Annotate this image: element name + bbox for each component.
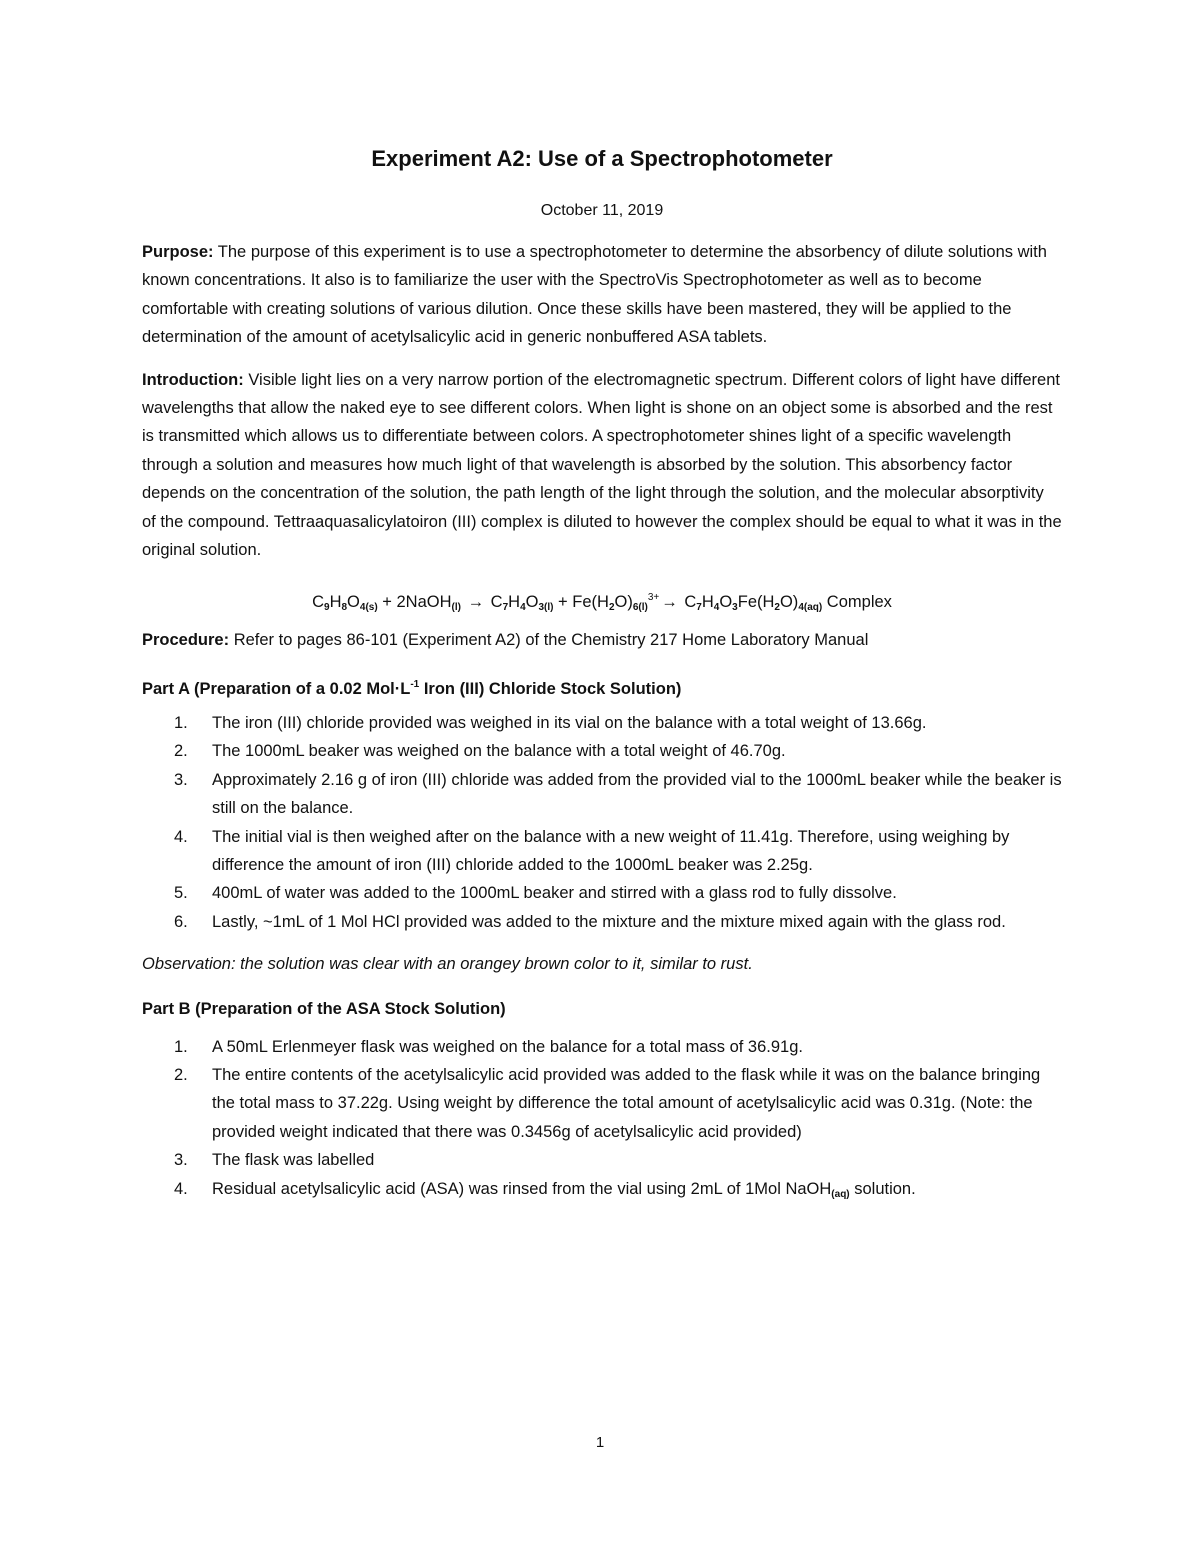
introduction-text: Visible light lies on a very narrow portion of the electromagnetic spectrum. Different colors of light have different wavelengths that allow the naked eye to see different colors. When light is shone on an object some is absorbed and the rest is transmitted which allows us to differentiate between colors. A spectrophotometer shines light of a specific wavelength through a solution and measures how much light of that wavelength is absorbed by the solution. This absorbency factor depends on the concentration of the solution, the path length of the light through the solution, and the molecular absorptivity of the compound. Tettraaquasalicylatoiron (III) complex is diluted to however the complex should be equal to what it was in the original solution.	[142, 370, 1062, 560]
list-item-text: The entire contents of the acetylsalicylic acid provided was added to the flask while it was on the balance bringing the total mass to 37.22g. Using weight by difference the total amount of acetylsalicylic acid was 0.31g. (Note: the provided weight indicated that there was 0.3456g of acetylsalicylic acid provided)	[212, 1065, 1041, 1141]
list-item	[142, 709, 1062, 737]
eq-subscript: 3	[732, 602, 738, 614]
eq-term: Complex	[822, 593, 892, 612]
eq-term: + Fe(H	[553, 593, 609, 612]
list-number: 1.	[174, 1037, 188, 1056]
part-b-heading: Part B (Preparation of the ASA Stock Solution)	[142, 999, 506, 1018]
procedure-paragraph	[142, 626, 1062, 654]
list-item	[142, 766, 1062, 823]
observation-paragraph: Observation: the solution was clear with an orangey brown color to it, similar to rust.	[142, 955, 753, 974]
eq-subscript: 7	[696, 602, 702, 614]
eq-subscript: 4(s)	[359, 602, 378, 614]
list-item-text: The flask was labelled	[212, 1151, 375, 1170]
list-number: 5.	[174, 884, 188, 903]
procedure-label: Procedure:	[142, 631, 230, 650]
eq-symbol: H	[329, 593, 342, 612]
list-item-text: A 50mL Erlenmeyer flask was weighed on the balance for a total mass of 36.91g.	[212, 1037, 803, 1056]
list-item-text: solution.	[849, 1179, 916, 1198]
list-item-text: The iron (III) chloride provided was weighed in its vial on the balance with a total weight of 13.66g.	[212, 713, 927, 732]
list-number: 2.	[174, 1065, 188, 1084]
reaction-arrow-icon: →	[467, 593, 485, 612]
list-number: 2.	[174, 742, 188, 761]
eq-subscript: 6(l)	[632, 602, 648, 614]
eq-term: O)	[614, 593, 633, 612]
list-item	[142, 879, 1062, 907]
eq-symbol: O	[719, 593, 733, 612]
eq-symbol: H	[508, 593, 521, 612]
eq-subscript: 2	[608, 602, 615, 614]
list-number: 3.	[174, 770, 188, 789]
eq-subscript: 3(l)	[538, 602, 554, 614]
eq-symbol: C	[684, 593, 697, 612]
introduction-label: Introduction:	[142, 370, 244, 389]
document-body	[142, 140, 1062, 1209]
eq-subscript: 7	[502, 602, 509, 614]
list-item-subscript: (aq)	[831, 1188, 850, 1200]
list-item	[142, 1033, 1062, 1061]
eq-term: Fe(H	[737, 593, 775, 612]
list-number: 4.	[174, 827, 188, 846]
eq-subscript: 4	[713, 602, 720, 614]
eq-subscript: (l)	[451, 602, 461, 614]
eq-subscript: 2	[774, 602, 780, 614]
purpose-text: The purpose of this experiment is to use a spectrophotometer to determine the absorbency of dilute solutions with known concentrations. It also is to familiarize the user with the SpectroVis Spectrophotometer as well as to become comfortable with creating solutions of various dilution. Once these skills have been mastered, they will be applied to the determination of the amount of acetylsalicylic acid in generic nonbuffered ASA tablets.	[142, 243, 1047, 347]
list-item-text: Residual acetylsalicylic acid (ASA) was rinsed from the vial using 2mL of 1Mol NaOH	[212, 1179, 832, 1198]
list-item-text: The initial vial is then weighed after on the balance with a new weight of 11.41g. Therefore, using weighing by difference the amount of iron (III) chloride added to the 1000mL beaker was 2.25g.	[212, 827, 1010, 874]
eq-symbol: H	[701, 593, 714, 612]
list-number: 1.	[174, 713, 188, 732]
document-date: October 11, 2019	[540, 202, 664, 219]
list-item-text: The 1000mL beaker was weighed on the balance with a total weight of 46.70g.	[212, 742, 786, 761]
list-item	[142, 908, 1062, 936]
list-item-text: 400mL of water was added to the 1000mL beaker and stirred with a glass rod to fully dissolve.	[212, 884, 897, 903]
part-a-steps	[142, 709, 1062, 936]
list-item	[142, 1061, 1062, 1146]
purpose-paragraph	[142, 238, 1062, 352]
list-item-text: Lastly, ~1mL of 1 Mol HCl provided was added to the mixture and the mixture mixed again with the glass rod.	[212, 912, 1006, 931]
reaction-arrow-icon: →	[661, 593, 678, 612]
list-number: 3.	[174, 1151, 188, 1170]
list-item	[142, 1146, 1062, 1174]
eq-symbol: O	[525, 593, 539, 612]
eq-symbol: C	[490, 593, 503, 612]
part-a-heading-text: Part A (Preparation of a 0.02 Mol·L	[142, 679, 411, 698]
part-b-steps	[142, 1033, 1062, 1209]
eq-subscript: 4	[520, 602, 526, 614]
list-item-text: Approximately 2.16 g of iron (III) chloride was added from the provided vial to the 1000mL beaker while the beaker is still on the balance.	[212, 770, 1062, 818]
introduction-paragraph	[142, 366, 1062, 565]
eq-superscript: 3+	[647, 592, 660, 604]
eq-symbol: O	[347, 593, 360, 612]
list-number: 6.	[174, 912, 188, 931]
part-a-heading-superscript: -1	[410, 678, 420, 690]
list-item	[142, 737, 1062, 765]
procedure-text: Refer to pages 86-101 (Experiment A2) of the Chemistry 217 Home Laboratory Manual	[229, 631, 869, 650]
eq-symbol: C	[312, 593, 324, 612]
eq-term: + 2NaOH	[377, 593, 452, 612]
eq-subscript: 9	[324, 602, 330, 614]
part-a-heading-text: Iron (III) Chloride Stock Solution)	[419, 679, 682, 698]
part-a-heading	[142, 671, 1062, 699]
eq-subscript: 8	[341, 602, 348, 614]
list-item	[142, 823, 1062, 880]
eq-subscript: 4(aq)	[798, 602, 823, 614]
list-item	[142, 1175, 1062, 1209]
list-number: 4.	[174, 1179, 188, 1198]
eq-term: O)	[779, 593, 799, 612]
chemical-equation	[142, 582, 1062, 614]
document-title: Experiment A2: Use of a Spectrophotometer	[371, 146, 833, 171]
purpose-label: Purpose:	[142, 243, 214, 261]
page-number: 1	[595, 1434, 605, 1451]
